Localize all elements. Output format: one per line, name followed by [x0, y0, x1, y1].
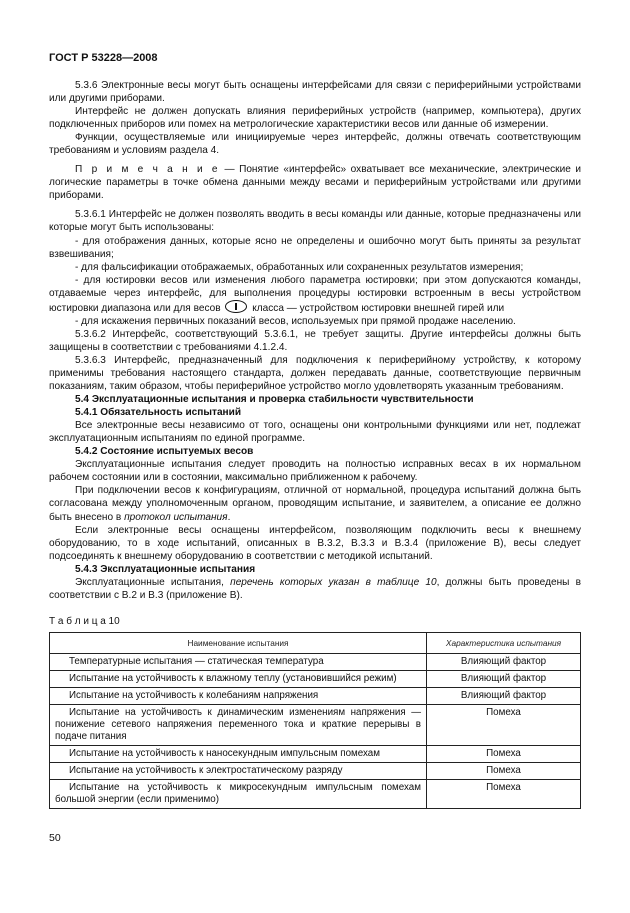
- table-cell: Температурные испытания — статическая температура: [50, 654, 427, 671]
- table-cell: Влияющий фактор: [427, 671, 581, 688]
- table-cell: Влияющий фактор: [427, 688, 581, 705]
- list-item: - для фальсификации отображаемых, обработанных или сохраненных результатов измерения;: [75, 261, 524, 273]
- paragraph: Все электронные весы независимо от того, оснащены они контрольными функциями или нет, подлежат эксплуатационным испытаниям по единой программе.: [49, 420, 581, 445]
- table-cell: Испытание на устойчивость к динамическим изменениям напряжения — понижение сетевого напряжения переменного тока и краткие перерывы в подаче питания: [50, 705, 427, 746]
- page-number: 50: [49, 832, 61, 844]
- paragraph-text: , должны быть проведены в соответствии с В.2 и В.3 (приложение В).: [49, 576, 581, 601]
- table-header-row: [50, 633, 581, 654]
- paragraph: Эксплуатационные испытания следует проводить на полностью исправных весах в их нормальном рабочем состоянии или в состоянии, максимально приближенном к рабочему.: [49, 459, 581, 484]
- column-header: Характеристика испытания: [427, 633, 581, 654]
- section-heading: 5.4 Эксплуатационные испытания и проверка стабильности чувствительности: [75, 394, 474, 406]
- list-item: - для искажения первичных показаний весов, используемых при прямой продаже населению.: [75, 315, 516, 327]
- subsection-heading: 5.4.3 Эксплуатационные испытания: [75, 563, 256, 575]
- table-row: [50, 688, 581, 705]
- paragraph: 5.3.6.2 Интерфейс, соответствующий 5.3.6.1, не требует защиты. Другие интерфейсы должны быть защищены в соответствии с требованиями 4.1.2.4.: [49, 328, 581, 353]
- subsection-heading: 5.4.2 Состояние испытуемых весов: [75, 446, 254, 458]
- table-cell: Помеха: [427, 746, 581, 763]
- table-row: [50, 654, 581, 671]
- main-text: [49, 79, 581, 602]
- table-row: [50, 746, 581, 763]
- table-row: [50, 780, 581, 809]
- paragraph-text: Эксплуатационные испытания,: [75, 576, 231, 588]
- paragraph: [49, 576, 581, 602]
- table-cell: Испытание на устойчивость к влажному теплу (установившийся режим): [50, 671, 427, 688]
- paragraph: 5.3.6 Электронные весы могут быть оснащены интерфейсами для связи с периферийными устройствами или другими приборами.: [49, 80, 581, 105]
- table-cell: Испытание на устойчивость к электростатическому разряду: [50, 763, 427, 780]
- note-label: П р и м е ч а н и е: [75, 164, 220, 176]
- table-cell: Помеха: [427, 705, 581, 746]
- class-one-oval-icon: [225, 300, 247, 313]
- paragraph-text: .: [227, 511, 231, 523]
- table-row: [50, 763, 581, 780]
- note: [49, 163, 581, 202]
- note-text: — Понятие «интерфейс» охватывает все механические, электрические и логические параметры в точке обмена данными между весами и периферийным устройствами или другими приборами.: [49, 164, 581, 202]
- table-cell: Испытание на устойчивость к колебаниям напряжения: [50, 688, 427, 705]
- table-cell: Помеха: [427, 763, 581, 780]
- table-caption: Т а б л и ц а 10: [49, 616, 120, 627]
- paragraph-emphasis: протокол испытания: [124, 511, 228, 523]
- list-item: [49, 274, 581, 315]
- table-cell: Влияющий фактор: [427, 654, 581, 671]
- paragraph: 5.3.6.3 Интерфейс, предназначенный для подключения к периферийному устройству, к которому применимы требования настоящего стандарта, должен передавать данные, соответствующие первичным показаниям, таким образом, чтобы периферийное устройство могло удовлетворять указанным требованиям.: [49, 354, 581, 393]
- table-row: [50, 705, 581, 746]
- table-cell: Испытание на устойчивость к микросекундным импульсным помехам большой энергии (если применимо): [50, 780, 427, 809]
- paragraph-emphasis: перечень которых указан в таблице 10: [230, 576, 437, 588]
- subsection-heading: 5.4.1 Обязательность испытаний: [75, 407, 242, 419]
- table-cell: Помеха: [427, 780, 581, 809]
- paragraph: 5.3.6.1 Интерфейс не должен позволять вводить в весы команды или данные, которые предназначены или которые могут быть использованы:: [49, 209, 581, 234]
- paragraph-text: При подключении весов к конфигурациям, отличной от нормальной, процедура испытаний должна быть согласована между уполномоченным органом, проводящим испытание, и заявителем, а описание ее должно быть внесено в: [49, 485, 581, 523]
- table-row: [50, 671, 581, 688]
- paragraph: Если электронные весы оснащены интерфейсом, позволяющим подключить весы к внешнему оборудованию, то в ходе испытаний, описанных в В.3.2, В.3.3 и В.3.4 (приложение В), весы следует подсоединять к внешнему оборудованию в соответствии с методикой испытаний.: [49, 524, 581, 562]
- table-cell: Испытание на устойчивость к наносекундным импульсным помехам: [50, 746, 427, 763]
- tests-table: [49, 632, 581, 809]
- paragraph: Интерфейс не должен допускать влияния периферийных устройств (например, компьютера), других подключенных приборов или помех на метрологические характеристики весов или данные об измерении.: [49, 106, 581, 131]
- list-item-text: класса — устройством юстировки внешней гирей или: [249, 302, 505, 314]
- document-header: ГОСТ Р 53228—2008: [49, 52, 158, 64]
- paragraph: [49, 484, 581, 523]
- column-header: Наименование испытания: [50, 633, 427, 654]
- list-item: - для отображения данных, которые ясно не определены и ошибочно могут быть приняты за результат взвешивания;: [49, 235, 581, 260]
- paragraph: Функции, осуществляемые или инициируемые через интерфейс, должны отвечать соответствующим требованиям и условиям раздела 4.: [49, 132, 581, 157]
- list-item-text: - для юстировки весов или изменения любого параметра юстировки; при этом допускаются команды, отдаваемые через интерфейс, для выполнения процедуры юстировки встроенным в весы устройством юстировки диапазона или для весов: [49, 274, 581, 314]
